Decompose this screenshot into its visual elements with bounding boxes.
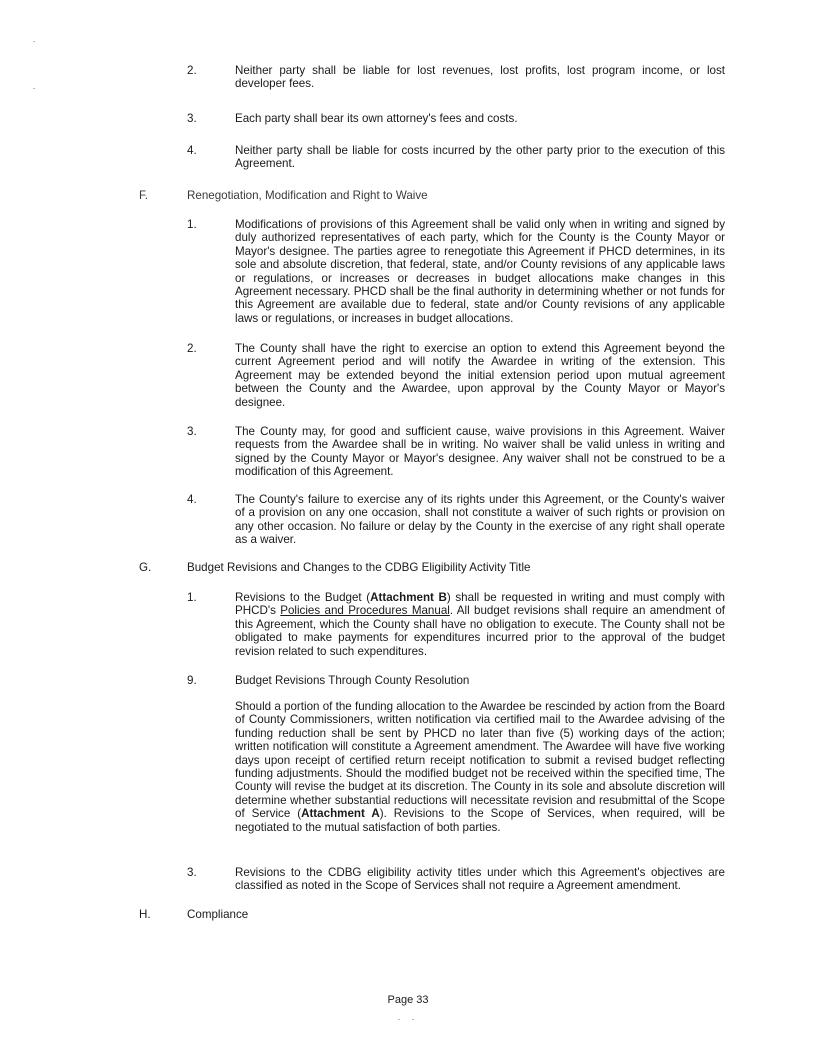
item-number: 4. bbox=[187, 493, 197, 506]
item-text: Neither party shall be liable for costs incurred by the other party prior to the execution of this Agreement. bbox=[235, 144, 725, 171]
scan-speck bbox=[398, 1019, 400, 1020]
attachment-a-ref: Attachment A bbox=[301, 807, 380, 821]
scan-speck bbox=[33, 88, 35, 89]
attachment-b-ref: Attachment B bbox=[370, 591, 447, 604]
item-text: Modifications of provisions of this Agreement shall be valid only when in writing and signed by duly authorized representatives of each party, which for the County is the County Mayor or Mayor's designee. The parties agree to renegotiate this Agreement if PHCD determines, in its sole and absolute discretion, that federal, state, and/or County revisions of any applicable laws or regulations, or increases or decreases in budget allocations make changes in this Agreement necessary. PHCD shall be the final authority in determining whether or not funds for this Agreement are available due to federal, state and/or County revisions of any applicable laws or regulations, or increases in budget allocations. bbox=[235, 218, 725, 325]
item-text: Revisions to the Budget (Attachment B) shall be requested in writing and must comply with PHCD's Policies and Procedures Manual. All budget revisions shall require an amendment of this Agreement, which the County shall have no obligation to execute. The County shall not be obligated to make payments for expenditures incurred prior to the approval of the budget revision related to such expenditures. bbox=[235, 591, 725, 658]
item-text: The County's failure to exercise any of its rights under this Agreement, or the County's waiver of a provision on any one occasion, shall not constitute a waiver of such rights or provision on any other occasion. No failure or delay by the County in the exercise of any right shall operate as a waiver. bbox=[235, 493, 725, 547]
item-number: 2. bbox=[187, 342, 197, 355]
item-text: Neither party shall be liable for lost revenues, lost profits, lost program income, or lost developer fees. bbox=[235, 64, 725, 91]
item-text: Revisions to the CDBG eligibility activity titles under which this Agreement's objectives are classified as noted in the Scope of Services shall not require a Agreement amendment. bbox=[235, 866, 725, 893]
item-text: Each party shall bear its own attorney's fees and costs. bbox=[235, 112, 518, 125]
item-heading: Budget Revisions Through County Resolution bbox=[235, 674, 470, 687]
item-number: 9. bbox=[187, 674, 197, 687]
section-title: Renegotiation, Modification and Right to Waive bbox=[187, 189, 428, 202]
item-number: 4. bbox=[187, 144, 197, 157]
item-text: The County may, for good and sufficient cause, waive provisions in this Agreement. Waiver requests from the Awardee shall be in writing. No waiver shall be valid unless in writing and signed by the County Mayor or Mayor's designee. Any waiver shall not be construed to be a modification of this Agreement. bbox=[235, 425, 725, 479]
page-number: Page 33 bbox=[387, 994, 429, 1006]
section-title: Compliance bbox=[187, 908, 249, 921]
item-number: 1. bbox=[187, 591, 197, 604]
section-letter: G. bbox=[139, 561, 152, 574]
scan-speck bbox=[412, 1019, 414, 1020]
item-number: 1. bbox=[187, 218, 197, 231]
item-text: The County shall have the right to exercise an option to extend this Agreement beyond the current Agreement period and will notify the Awardee in writing of the extension. This Agreement may be extended beyond the initial extension period upon mutual agreement between the County and the Awardee, upon approval by the County Mayor or Mayor's designee. bbox=[235, 342, 725, 409]
item-number: 2. bbox=[187, 64, 197, 77]
section-title: Budget Revisions and Changes to the CDBG Eligibility Activity Title bbox=[187, 561, 531, 574]
item-number: 3. bbox=[187, 425, 197, 438]
item-number: 3. bbox=[187, 866, 197, 879]
policies-manual-ref: Policies and Procedures Manual bbox=[280, 604, 450, 618]
scan-speck bbox=[33, 41, 35, 42]
section-letter: H. bbox=[139, 908, 151, 921]
item-number: 3. bbox=[187, 112, 197, 125]
item-text: Should a portion of the funding allocation to the Awardee be rescinded by action from the Board of County Commissioners, written notification via certified mail to the Awardee advising of the funding reduction shall be sent by PHCD no later than five (5) working days of the action; written notification will constitute a Agreement amendment. The Awardee will have five working days upon receipt of certified return receipt notification to submit a revised budget reflecting funding adjustments. Should the modified budget not be received within the specified time, The County will revise the budget at its discretion. The County in its sole and absolute discretion will determine whether substantial reductions will necessitate revision and resubmittal of the Scope of Service (Attachment A). Revisions to the Scope of Services, when required, will be negotiated to the mutual satisfaction of both parties. bbox=[235, 700, 726, 834]
section-letter: F. bbox=[139, 189, 149, 202]
